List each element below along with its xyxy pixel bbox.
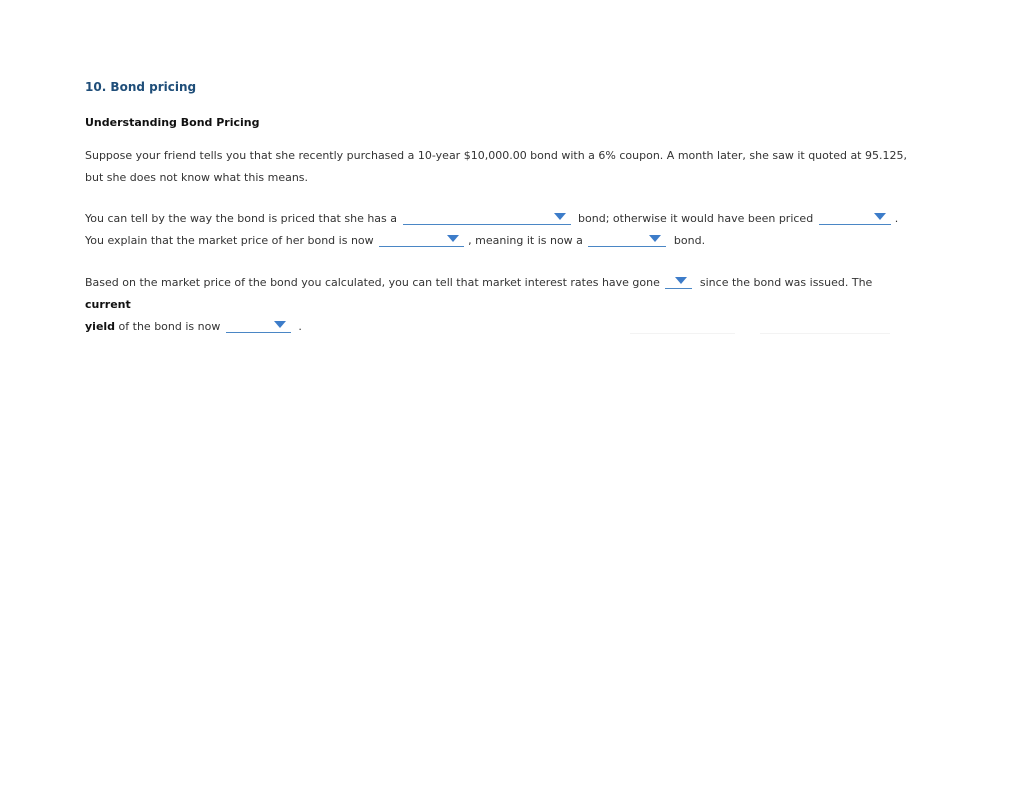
now-a-dropdown[interactable] [588, 231, 666, 247]
explanation-paragraph [85, 208, 915, 252]
chevron-down-icon [447, 235, 459, 242]
text-period: . [894, 212, 899, 225]
divider [630, 333, 735, 334]
text-bond: bond. [673, 234, 706, 247]
chevron-down-icon [874, 213, 886, 220]
chevron-down-icon [554, 213, 566, 220]
text-market-price-now: You explain that the market price of her bond is now [85, 234, 374, 247]
market-price-dropdown[interactable] [379, 231, 464, 247]
section-title: Understanding Bond Pricing [85, 116, 260, 129]
text-rates-have-gone: Based on the market price of the bond you calculated, you can tell that market interest rates have gone [85, 276, 660, 289]
text-current-bold: current [85, 298, 131, 311]
scenario-line-2: but she does not know what this means. [85, 171, 309, 184]
question-title: 10. Bond pricing [85, 80, 197, 94]
bond-type-dropdown[interactable] [403, 209, 571, 225]
interest-rate-paragraph [85, 272, 915, 338]
otherwise-priced-dropdown[interactable] [819, 209, 891, 225]
text-meaning-now-a: , meaning it is now a [468, 234, 583, 247]
current-yield-dropdown[interactable] [226, 317, 291, 333]
text-since-issued: since the bond was issued. The [699, 276, 873, 289]
chevron-down-icon [675, 277, 687, 284]
divider [760, 333, 890, 334]
text-tell-priced: You can tell by the way the bond is priced that she has a [85, 212, 398, 225]
text-otherwise-priced: bond; otherwise it would have been priced [578, 212, 814, 225]
chevron-down-icon [274, 321, 286, 328]
rates-direction-dropdown[interactable] [665, 273, 692, 289]
scenario-line-1: Suppose your friend tells you that she recently purchased a 10-year $10,000.00 bond with a 6% coupon. A month later, she saw it quoted at 95.125, [85, 149, 907, 162]
question-content [85, 78, 915, 338]
text-of-bond-is-now: of the bond is now [118, 320, 221, 333]
chevron-down-icon [649, 235, 661, 242]
text-period: . [298, 320, 302, 333]
text-yield-bold: yield [85, 320, 116, 333]
scenario-paragraph [85, 145, 915, 189]
